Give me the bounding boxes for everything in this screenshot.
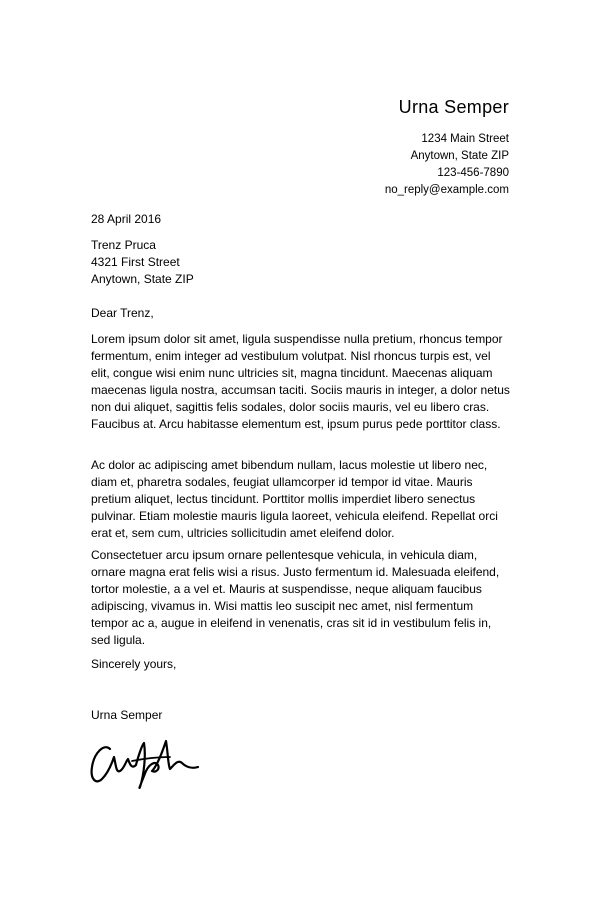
sender-name: Urna Semper <box>398 97 509 117</box>
body-paragraph-2-text: Ac dolor ac adipiscing amet bibendum nullam, lacus molestie ut libero nec, diam et, pharetra sodales, feugiat ullamcorper id tempor id vitae. Mauris pretium aliquet, lectus tincidunt. Porttitor mollis imperdiet libero senectus pulvinar. Etiam molestie mauris ligula laoreet, vehicula eleifend. Repellat orci erat et, sem cum, ultricies sollicitudin amet eleifend dolor. <box>91 458 498 540</box>
salutation: Dear Trenz, <box>91 306 154 320</box>
body-paragraph-2 <box>91 457 510 542</box>
sender-address-line1: 1234 Main Street <box>421 133 509 145</box>
body-paragraph-1 <box>91 331 510 433</box>
sender-address-line2: Anytown, State ZIP <box>410 150 509 162</box>
body-paragraph-3 <box>91 547 510 649</box>
recipient-name: Trenz Pruca <box>91 238 156 252</box>
sender-address-block <box>385 131 509 199</box>
sender-phone: 123-456-7890 <box>437 167 509 179</box>
sender-email: no_reply@example.com <box>384 184 509 196</box>
body-paragraph-3-text: Consectetuer arcu ipsum ornare pellentesque vehicula, in vehicula diam, ornare magna erat felis wisi a risus. Justo fermentum id. Malesuada eleifend, tortor molestie, a a vel et. Mauris at suspendisse, neque aliquam faucibus adipiscing, vivamus in. Wisi mattis leo suscipit nec amet, nisl fermentum tempor ac a, augue in eleifend in venenatis, cras sit id in vestibulum felis in, sed ligula. <box>91 548 500 647</box>
recipient-address-line2: Anytown, State ZIP <box>91 272 194 286</box>
signer-name: Urna Semper <box>91 708 163 722</box>
closing: Sincerely yours, <box>91 657 177 671</box>
recipient-address-line1: 4321 First Street <box>91 255 180 269</box>
body-paragraph-1-text: Lorem ipsum dolor sit amet, ligula suspendisse nulla pretium, rhoncus tempor fermentum, enim integer ad vestibulum volutpat. Nisl rhoncus turpis est, vel elit, congue wisi enim nunc ultricies sit, magna tincidunt. Maecenas aliquam maecenas ligula nostra, accumsan taciti. Sociis mauris in integer, a dolor netus non dui aliquet, sagittis felis sodales, dolor sociis mauris, vel eu libero cras. Faucibus at. Arcu habitasse elementum est, ipsum purus pede porttitor class. <box>91 332 510 431</box>
recipient-address-block <box>91 237 510 288</box>
letter-date: 28 April 2016 <box>91 212 162 226</box>
handwritten-signature <box>86 735 236 795</box>
